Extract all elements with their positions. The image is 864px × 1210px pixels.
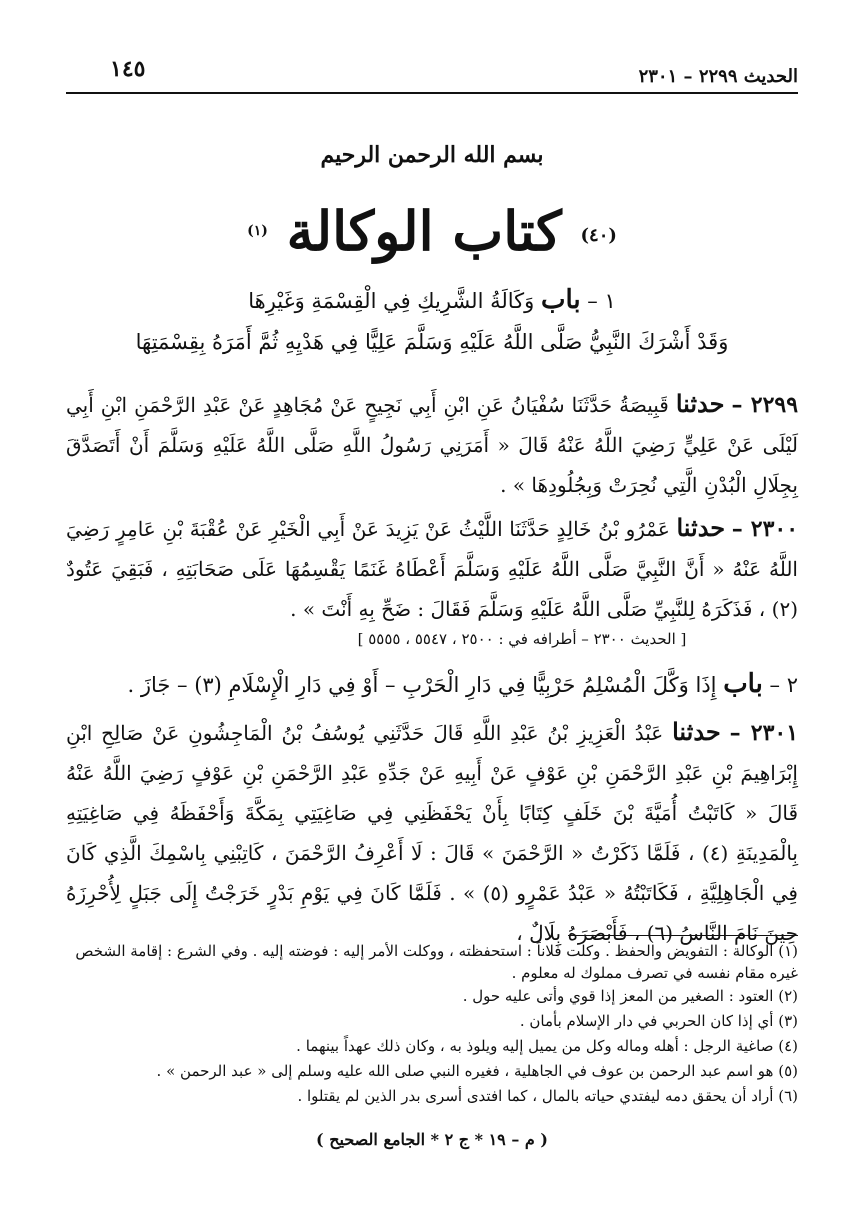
footnote-6: (٦) أراد أن يحقق دمه ليفتدي حياته بالمال ، كما افتدى أسرى بدر الذين لم يقتلوا . [297,1087,798,1105]
hadith-2301 [66,712,799,945]
running-title: الحديث ٢٢٩٩ – ٢٣٠١ [638,66,798,87]
hadith-2300 [66,508,798,628]
chapter-2-heading [66,668,798,701]
hadith-2299-number: ٢٢٩٩ – [731,392,799,418]
footnote-1: (١) الوكالة : التفويض والحفظ . وكلت فلاناً : استحفظته ، ووكلت الأمر إليه : فوضته إليه . وفي الشرع : إقامة الشخص غيره مقام نفسه في تصرف مملوك له معلوم . [75,942,798,982]
footnote-2: (٢) العتود : الصغير من المعز إذا قوي وأتى عليه حول . [462,987,798,1005]
footnote-3: (٣) أي إذا كان الحربي في دار الإسلام بأمان . [519,1012,798,1030]
book-number: (٤٠) [580,224,617,246]
book-footnote-ref: (١) [247,223,268,239]
chapter-1-number: ١ – [587,289,616,313]
chapter-1-heading [66,284,798,317]
hadith-2301-text: عَبْدُ الْعَزِيزِ بْنُ عَبْدِ اللَّهِ قَالَ حَدَّثَنِي يُوسُفُ بْنُ الْمَاجِشُونِ عَنْ صَالِحِ ابْنِ إِبْرَاهِيمَ بْنِ عَبْدِ الرَّحْمَنِ بْنِ عَوْفٍ عَنْ أَبِيهِ عَنْ جَدِّهِ عَبْدِ الرَّحْمَنِ بْنِ عَوْفٍ رَضِيَ اللَّهُ عَنْهُ قَالَ « كَاتَبْتُ أُمَيَّةَ بْنَ خَلَفٍ كِتَابًا بِأَنْ يَحْفَظَنِي فِي صَاغِيَتِي بِمَكَّةَ وَأَحْفَظَهُ فِي صَاغِيَتِهِ بِالْمَدِينَةِ (٤) ، فَلَمَّا ذَكَرْتُ « الرَّحْمَنَ » قَالَ : لَا أَعْرِفُ الرَّحْمَنَ ، كَاتِبْنِي بِاسْمِكَ الَّذِي كَانَ فِي الْجَاهِلِيَّةِ ، فَكَاتَبْتُهُ « عَبْدُ عَمْرٍو (٥) » . فَلَمَّا كَانَ فِي يَوْمِ بَدْرٍ خَرَجْتُ إِلَى جَبَلٍ لِأُحْرِزَهُ حِينَ نَامَ النَّاسُ (٦) ، فَأَبْصَرَهُ بِلَالٌ ، [66,721,798,945]
chapter-1-subtitle: وَقَدْ أَشْرَكَ النَّبِيُّ صَلَّى اللَّهُ عَلَيْهِ وَسَلَّمَ عَلِيًّا فِي هَدْيِهِ ثُمَّ أَمَرَهُ بِقِسْمَتِهَا [135,330,729,354]
hadith-2299-text: قَبِيصَةُ حَدَّثَنَا سُفْيَانُ عَنِ ابْنِ أَبِي نَجِيحٍ عَنْ مُجَاهِدٍ عَنْ عَبْدِ الرَّحْمَنِ ابْنِ أَبِي لَيْلَى عَنْ عَلِيٍّ رَضِيَ اللَّهُ عَنْهُ قَالَ « أَمَرَنِي رَسُولُ اللَّهِ صَلَّى اللَّهُ عَلَيْهِ وَسَلَّمَ أَنْ أَتَصَدَّقَ بِجِلَالِ الْبُدْنِ الَّتِي نُحِرَتْ وَبِجُلُودِهَا » . [66,393,798,497]
chapter-2-title: إِذَا وَكَّلَ الْمُسْلِمُ حَرْبِيًّا فِي دَارِ الْحَرْبِ – أَوْ فِي دَارِ الْإِسْلَامِ (٣) – جَازَ . [127,673,717,697]
hadith-2300-haddathana: حدثنا [676,513,726,542]
chapter-1-title: وَكَالَةُ الشَّرِيكِ فِي الْقِسْمَةِ وَغَيْرِهَا [248,289,535,313]
hadith-2299-haddathana: حدثنا [675,389,725,418]
hadith-2300-number: ٢٣٠٠ – [731,516,799,542]
hadith-2301-number: ٢٣٠١ – [729,720,799,746]
page-number: ١٤٥ [110,56,146,82]
page-header [66,52,798,94]
hadith-2300-text: عَمْرُو بْنُ خَالِدٍ حَدَّثَنَا اللَّيْثُ عَنْ يَزِيدَ عَنْ أَبِي الْخَيْرِ عَنْ عُقْبَةَ بْنِ عَامِرٍ رَضِيَ اللَّهُ عَنْهُ « أَنَّ النَّبِيَّ صَلَّى اللَّهُ عَلَيْهِ وَسَلَّمَ أَعْطَاهُ غَنَمًا يَقْسِمُهَا عَلَى صَحَابَتِهِ ، فَبَقِيَ عَتُودٌ (٢) ، فَذَكَرَهُ لِلنَّبِيِّ صَلَّى اللَّهُ عَلَيْهِ وَسَلَّمَ فَقَالَ : ضَحِّ بِهِ أَنْتَ » . [66,517,798,621]
hadith-2301-haddathana: حدثنا [672,717,721,746]
basmala-calligraphy: بسم الله الرحمن الرحيم [320,142,544,168]
chapter-1-bab: باب [540,285,581,315]
hadith-2299 [66,384,798,502]
book-title-text: كتاب الوكالة [286,199,562,263]
hadith-2300-crossref: [ الحديث ٢٣٠٠ – أطرافه في : ٢٥٠٠ ، ٥٥٤٧ ، ٥٥٥٥ ] [357,630,687,648]
footnote-5: (٥) هو اسم عبد الرحمن بن عوف في الجاهلية ، فغيره النبي صلى الله عليه وسلم إلى « عبد الرحمن » . [156,1062,798,1080]
chapter-2-number: ٢ – [769,673,798,697]
footnote-4: (٤) صاغية الرجل : أهله وماله وكل من يميل إليه ويلوذ به ، وكان ذلك عهداً بينهما . [296,1037,798,1055]
footnotes [60,940,798,1109]
chapter-2-bab: باب [723,669,763,699]
printer-signature: ( م – ١٩ * ج ٢ * الجامع الصحيح ) [316,1130,548,1149]
book-title [0,196,864,271]
footnote-divider [568,935,798,936]
